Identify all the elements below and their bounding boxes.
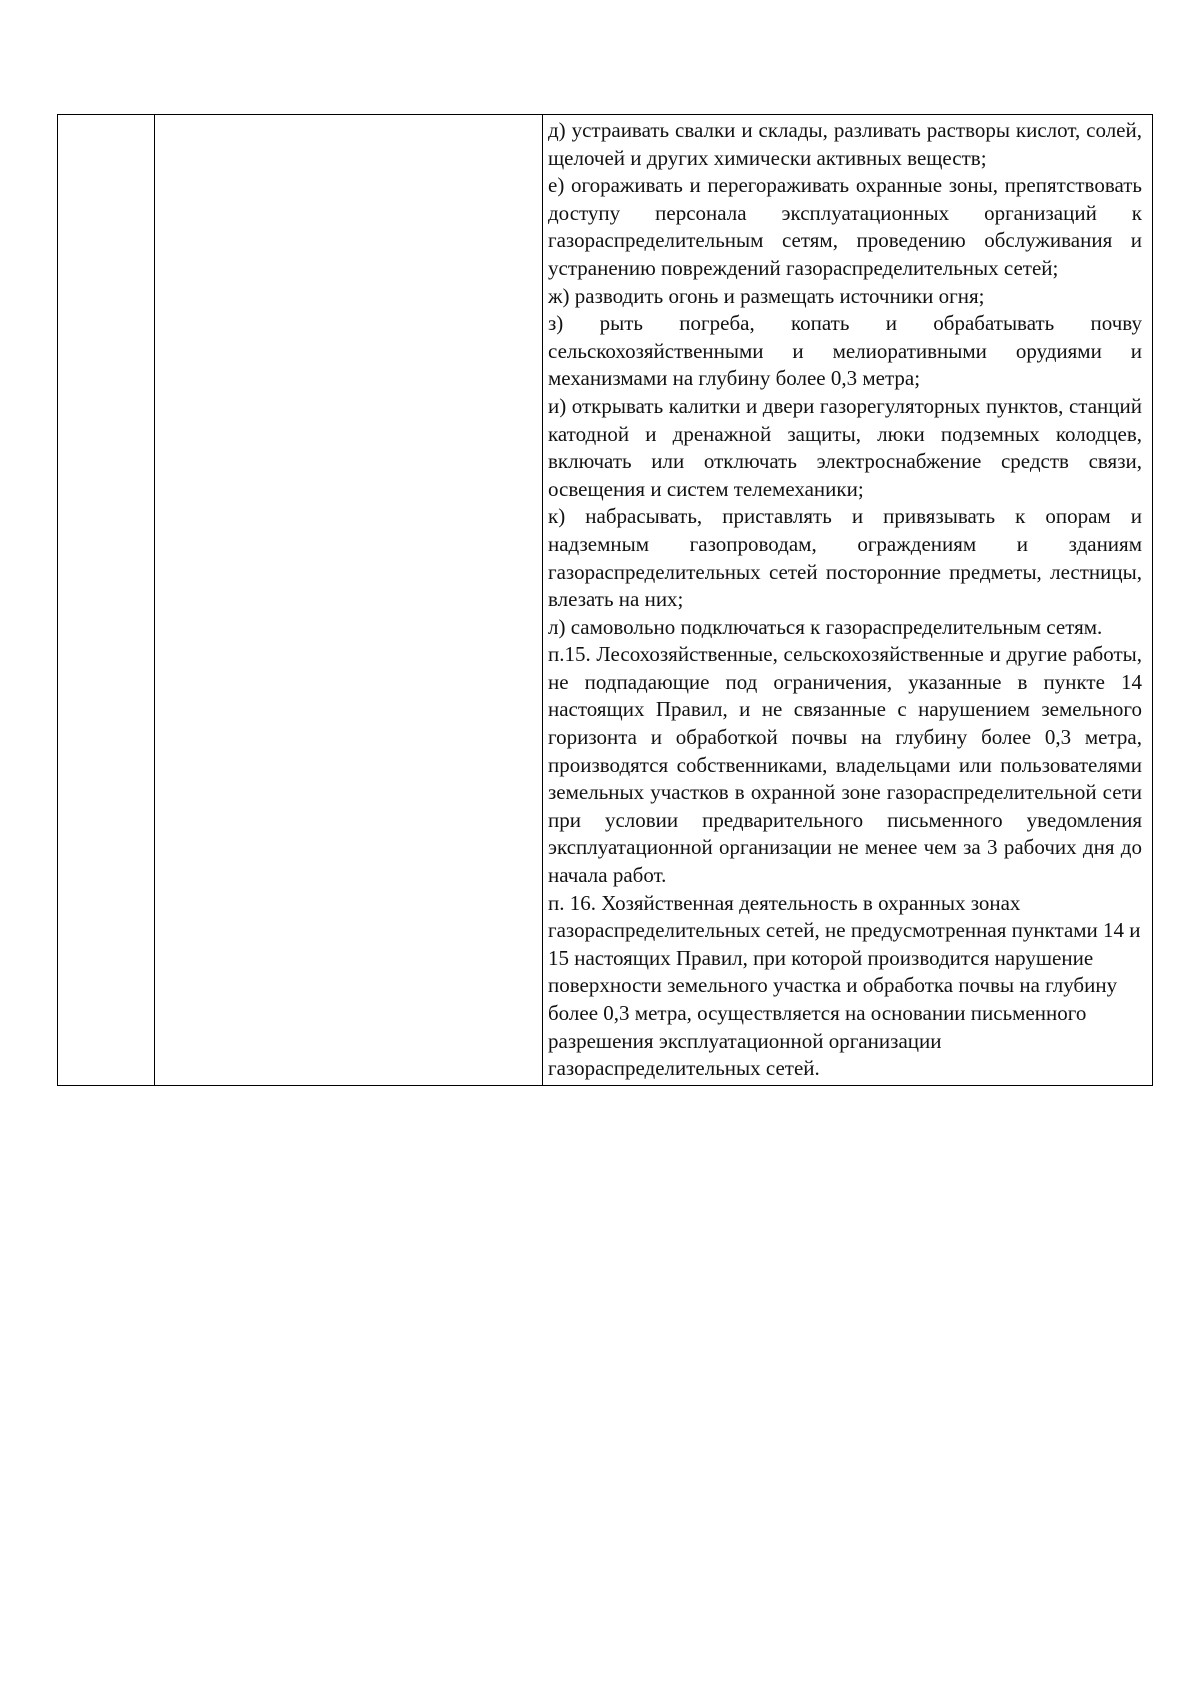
- cell-content-text: [543, 115, 1152, 1085]
- table-row: [58, 115, 1153, 1086]
- table-cell-title: [155, 115, 543, 1086]
- paragraph-i: и) открывать калитки и двери газорегуляторных пунктов, станций катодной и дренажной защиты, люки подземных колодцев, включать или отключать электроснабжение средств связи, освещения и систем телемеханики;: [548, 393, 1142, 501]
- paragraph-d: д) устраивать свалки и склады, разливать растворы кислот, солей, щелочей и других химически активных веществ;: [548, 118, 1142, 170]
- paragraph-item-15: п.15. Лесохозяйственные, сельскохозяйственные и другие работы, не подпадающие под ограничения, указанные в пункте 14 настоящих Правил, и не связанные с нарушением земельного горизонта и обработкой почвы на глубину более 0,3 метра, производятся собственниками, владельцами или пользователями земельных участков в охранной зоне газораспределительной сети при условии предварительного письменного уведомления эксплуатационной организации не менее чем за 3 рабочих дня до начала работ.: [548, 642, 1142, 888]
- document-table: [57, 114, 1153, 1086]
- paragraph-item-16: п. 16. Хозяйственная деятельность в охранных зонах газораспределительных сетей, не предусмотренная пунктами 14 и 15 настоящих Правил, при которой производится нарушение поверхности земельного участка и обработка почвы на глубину более 0,3 метра, осуществляется на основании письменного разрешения эксплуатационной организации газораспределительных сетей.: [548, 890, 1141, 1081]
- paragraph-l: л) самовольно подключаться к газораспределительным сетям.: [548, 614, 1103, 639]
- paragraph-k: к) набрасывать, приставлять и привязывать к опорам и надземным газопроводам, ограждениям и зданиям газораспределительных сетей посторонние предметы, лестницы, влезать на них;: [548, 504, 1142, 612]
- paragraph-e: е) огораживать и перегораживать охранные зоны, препятствовать доступу персонала эксплуатационных организаций к газораспределительным сетям, проведению обслуживания и устранению повреждений газораспределительных сетей;: [548, 173, 1142, 280]
- table-cell-number: [58, 115, 155, 1086]
- table-cell-content: [543, 115, 1153, 1086]
- paragraph-z: з) рыть погреба, копать и обрабатывать почву сельскохозяйственными и мелиоративными орудиями и механизмами на глубину более 0,3 метра;: [548, 311, 1142, 391]
- paragraph-zh: ж) разводить огонь и размещать источники огня;: [548, 283, 985, 308]
